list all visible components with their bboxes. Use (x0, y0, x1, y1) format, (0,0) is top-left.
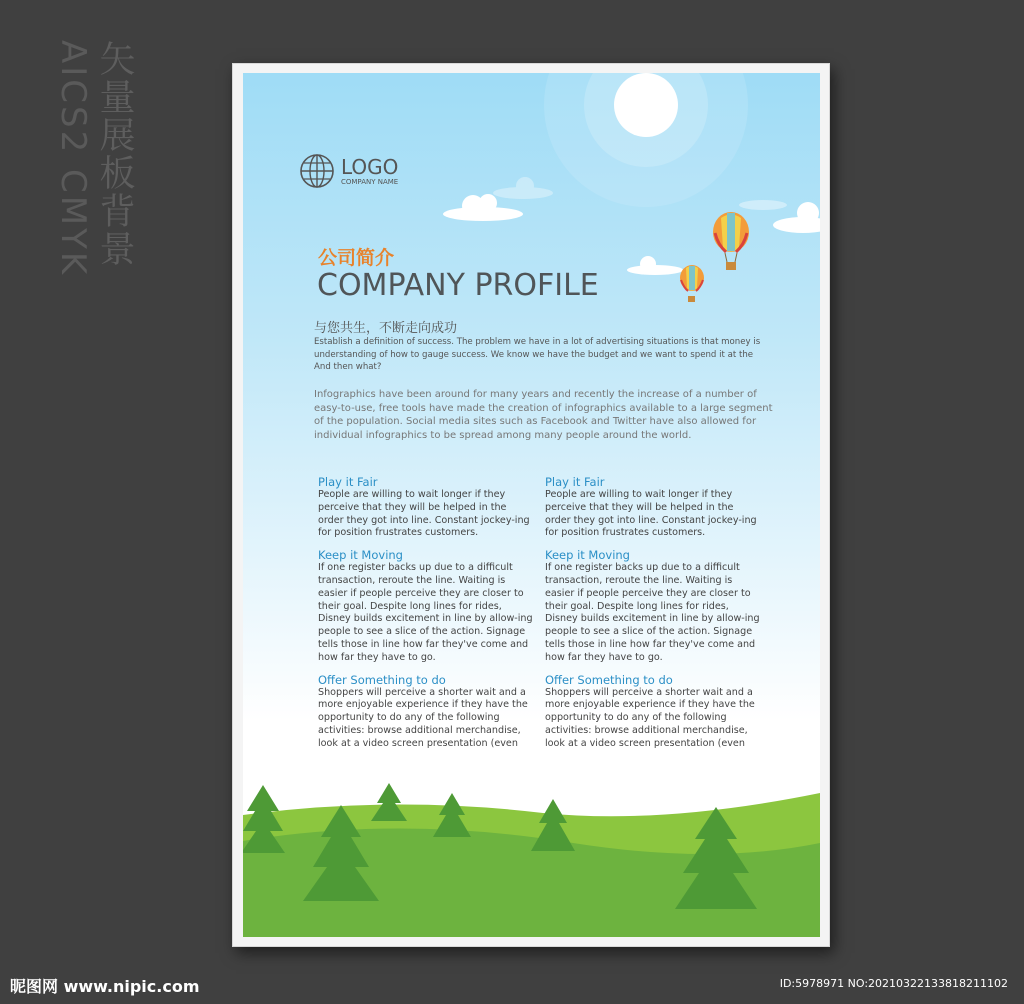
section (545, 548, 760, 664)
section-heading: Keep it Moving (318, 548, 403, 563)
sun-icon (544, 73, 748, 207)
section (545, 475, 760, 540)
content-column-right (545, 475, 760, 759)
hot-air-balloon-icon (713, 212, 749, 270)
intro-paragraph-2: Infographics have been around for many years and recently the increase of a number of easy-to-use, free tools have made the creation of infographics available to a large segment of the population. Social media sites such as Facebook and Twitter have also allowed for individual infographics to be spread among many people around the world. (314, 389, 773, 441)
poster-frame (232, 63, 830, 947)
watermark-english: AICS2 CMYK (53, 40, 93, 278)
intro-paragraph-1: Establish a definition of success. The problem we have in a lot of advertising situations is that money is understanding of how to gauge success. We know we have the budget and we want to spend it at the And then what? (314, 337, 761, 372)
watermark-chinese: 矢量展板背景 (94, 40, 135, 268)
image-id: ID:5978971 NO:20210322133818211102 (779, 977, 1008, 990)
section (545, 673, 760, 751)
pine-tree-icon (371, 783, 407, 821)
globe-icon (299, 153, 335, 189)
side-watermark (55, 40, 133, 277)
section-heading: Offer Something to do (318, 672, 446, 687)
section-body: People are willing to wait longer if they perceive that they will be helped in the order they got into line. Constant jockey-ing for position frustrates customers. (545, 489, 757, 539)
logo-text: LOGO (341, 154, 399, 179)
page-title: COMPANY PROFILE (317, 268, 599, 303)
hot-air-balloon-icon (680, 265, 704, 302)
cloud-icon (739, 200, 787, 210)
cloud-icon (627, 256, 683, 275)
logo (299, 153, 398, 189)
section (318, 475, 533, 540)
company-name: COMPANY NAME (341, 177, 399, 186)
section-body: Shoppers will perceive a shorter wait and a more enjoyable experience if they have the opportunity to do any of the following activities: browse additional merchandise, look at a video screen presentation (even (318, 686, 528, 749)
section-heading: Keep it Moving (545, 548, 630, 563)
cloud-icon (493, 177, 553, 199)
section (318, 673, 533, 751)
site-watermark: 昵图网 www.nipic.com (10, 977, 200, 996)
tagline: 与您共生，不断走向成功 (314, 321, 458, 336)
title-chinese: 公司简介 (318, 247, 395, 269)
poster (243, 73, 820, 937)
section-body: If one register backs up due to a difficult transaction, reroute the line. Waiting is easier if people perceive they are closer to their goal. Despite long lines for rides, Disney builds excitement in line by allow-ing people to see a slice of the action. Signage tells those in line how far they've come and how far they have to go. (318, 562, 533, 663)
section-body: If one register backs up due to a difficult transaction, reroute the line. Waiting is easier if people perceive they are closer to their goal. Despite long lines for rides, Disney builds excitement in line by allow-ing people to see a slice of the action. Signage tells those in line how far they've come and how far they have to go. (545, 562, 760, 663)
section-body: Shoppers will perceive a shorter wait and a more enjoyable experience if they have the opportunity to do any of the following activities: browse additional merchandise, look at a video screen presentation (even (545, 686, 755, 749)
section-body: People are willing to wait longer if they perceive that they will be helped in the order they got into line. Constant jockey-ing for position frustrates customers. (318, 489, 530, 539)
content-column-left (318, 475, 533, 759)
section (318, 548, 533, 664)
section-heading: Play it Fair (545, 475, 605, 489)
section-heading: Play it Fair (318, 475, 378, 489)
section-heading: Offer Something to do (545, 672, 673, 687)
